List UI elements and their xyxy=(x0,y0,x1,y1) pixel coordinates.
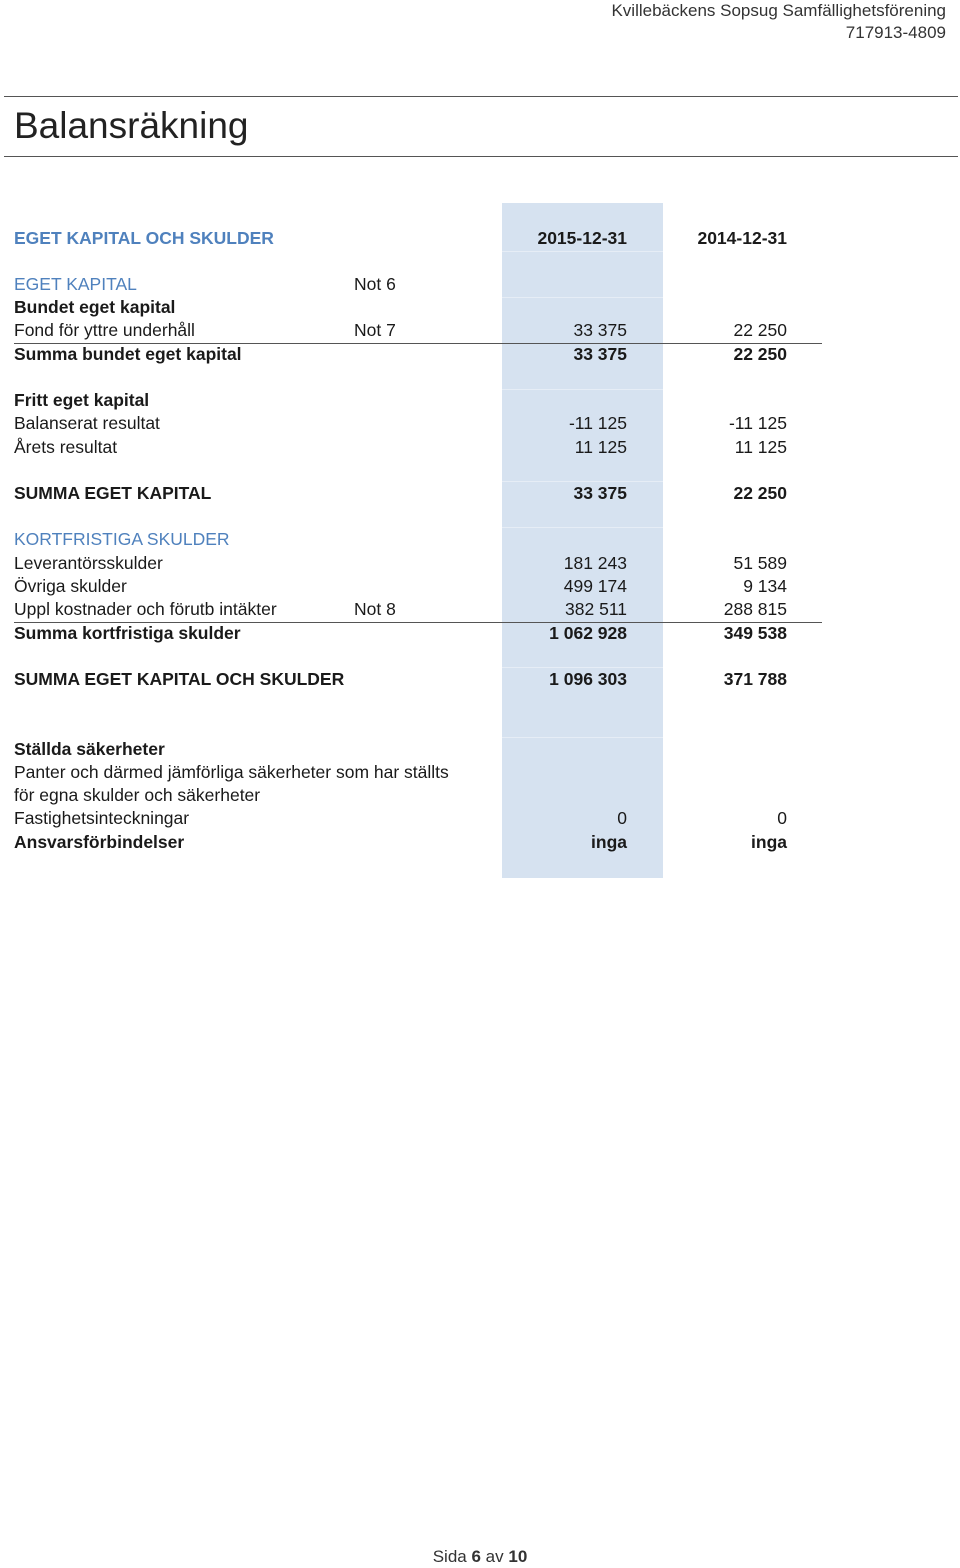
row-label: Ställda säkerheter xyxy=(14,739,165,759)
value-2015: -11 125 xyxy=(568,413,627,433)
value-2014: 371 788 xyxy=(723,669,787,689)
table-row xyxy=(0,784,960,807)
footer-page-number: 6 xyxy=(471,1547,481,1566)
row-label: för egna skulder och säkerheter xyxy=(14,785,261,805)
row-label: Summa bundet eget kapital xyxy=(14,344,242,364)
table-row xyxy=(0,389,960,412)
row-label: Fastighetsinteckningar xyxy=(14,808,190,828)
row-label: Fritt eget kapital xyxy=(14,390,150,410)
footer-page-total: 10 xyxy=(508,1547,528,1566)
value-2014: 51 589 xyxy=(733,553,787,573)
table-header-row xyxy=(0,227,960,250)
value-2014: 11 125 xyxy=(734,437,787,457)
row-label: Leverantörsskulder xyxy=(14,553,163,573)
row-label: Ansvarsförbindelser xyxy=(14,832,185,852)
org-header xyxy=(611,0,946,44)
value-2015: 33 375 xyxy=(573,483,627,503)
row-label: Övriga skulder xyxy=(14,576,127,596)
table-row xyxy=(0,528,960,551)
table-row xyxy=(0,482,960,505)
table-row xyxy=(0,807,960,830)
row-label: EGET KAPITAL xyxy=(14,274,137,294)
table-row xyxy=(0,273,960,296)
value-2015: 0 xyxy=(617,808,627,828)
table-row xyxy=(0,668,960,691)
column-header-2015: 2015-12-31 xyxy=(537,228,627,248)
row-label: Balanserat resultat xyxy=(14,413,160,433)
value-2014: 22 250 xyxy=(733,483,787,503)
title-top-rule xyxy=(4,96,958,97)
row-label: Bundet eget kapital xyxy=(14,297,176,317)
row-note: Not 8 xyxy=(354,599,396,619)
table-row xyxy=(0,552,960,575)
table-row xyxy=(0,319,960,342)
value-2015: inga xyxy=(591,832,627,852)
org-number: 717913-4809 xyxy=(845,23,946,42)
value-2014: 288 815 xyxy=(723,599,787,619)
value-2015: 11 125 xyxy=(574,437,627,457)
table-row xyxy=(0,296,960,319)
table-row xyxy=(0,575,960,598)
row-label: Uppl kostnader och förutb intäkter xyxy=(14,599,277,619)
value-2015: 33 375 xyxy=(573,344,627,364)
table-row xyxy=(0,412,960,435)
table-row xyxy=(0,436,960,459)
value-2014: inga xyxy=(751,832,787,852)
row-note: Not 7 xyxy=(354,320,396,340)
org-name: Kvillebäckens Sopsug Samfällighetsförening xyxy=(611,1,946,20)
value-2015: 33 375 xyxy=(573,320,627,340)
section-heading: EGET KAPITAL OCH SKULDER xyxy=(14,228,274,248)
table-row xyxy=(0,343,960,366)
footer-separator: av xyxy=(485,1547,504,1566)
value-2014: 22 250 xyxy=(733,344,787,364)
row-note: Not 6 xyxy=(354,274,396,294)
title-bottom-rule xyxy=(4,156,958,157)
row-label: Fond för yttre underhåll xyxy=(14,320,195,340)
value-2015: 499 174 xyxy=(563,576,627,596)
value-2014: 0 xyxy=(777,808,787,828)
column-header-2014: 2014-12-31 xyxy=(697,228,787,248)
table-row xyxy=(0,598,960,621)
value-2015: 1 096 303 xyxy=(549,669,627,689)
row-label: Årets resultat xyxy=(14,437,118,457)
page-title: Balansräkning xyxy=(14,105,249,146)
value-2014: 9 134 xyxy=(743,576,787,596)
value-2015: 181 243 xyxy=(563,553,627,573)
table-row xyxy=(0,738,960,761)
value-2014: 349 538 xyxy=(723,623,787,643)
row-label: SUMMA EGET KAPITAL OCH SKULDER xyxy=(14,669,345,689)
table-row xyxy=(0,831,960,854)
row-label: SUMMA EGET KAPITAL xyxy=(14,483,212,503)
page-footer xyxy=(0,1546,960,1568)
footer-prefix: Sida xyxy=(432,1547,467,1566)
value-2015: 1 062 928 xyxy=(549,623,627,643)
value-2014: -11 125 xyxy=(728,413,787,433)
row-label: Panter och därmed jämförliga säkerheter som har ställts xyxy=(14,762,449,782)
row-label: Summa kortfristiga skulder xyxy=(14,623,241,643)
table-row xyxy=(0,761,960,784)
value-2014: 22 250 xyxy=(733,320,787,340)
table-row xyxy=(0,622,960,645)
row-label: KORTFRISTIGA SKULDER xyxy=(14,529,230,549)
shade-line xyxy=(502,251,663,252)
value-2015: 382 511 xyxy=(565,599,627,619)
